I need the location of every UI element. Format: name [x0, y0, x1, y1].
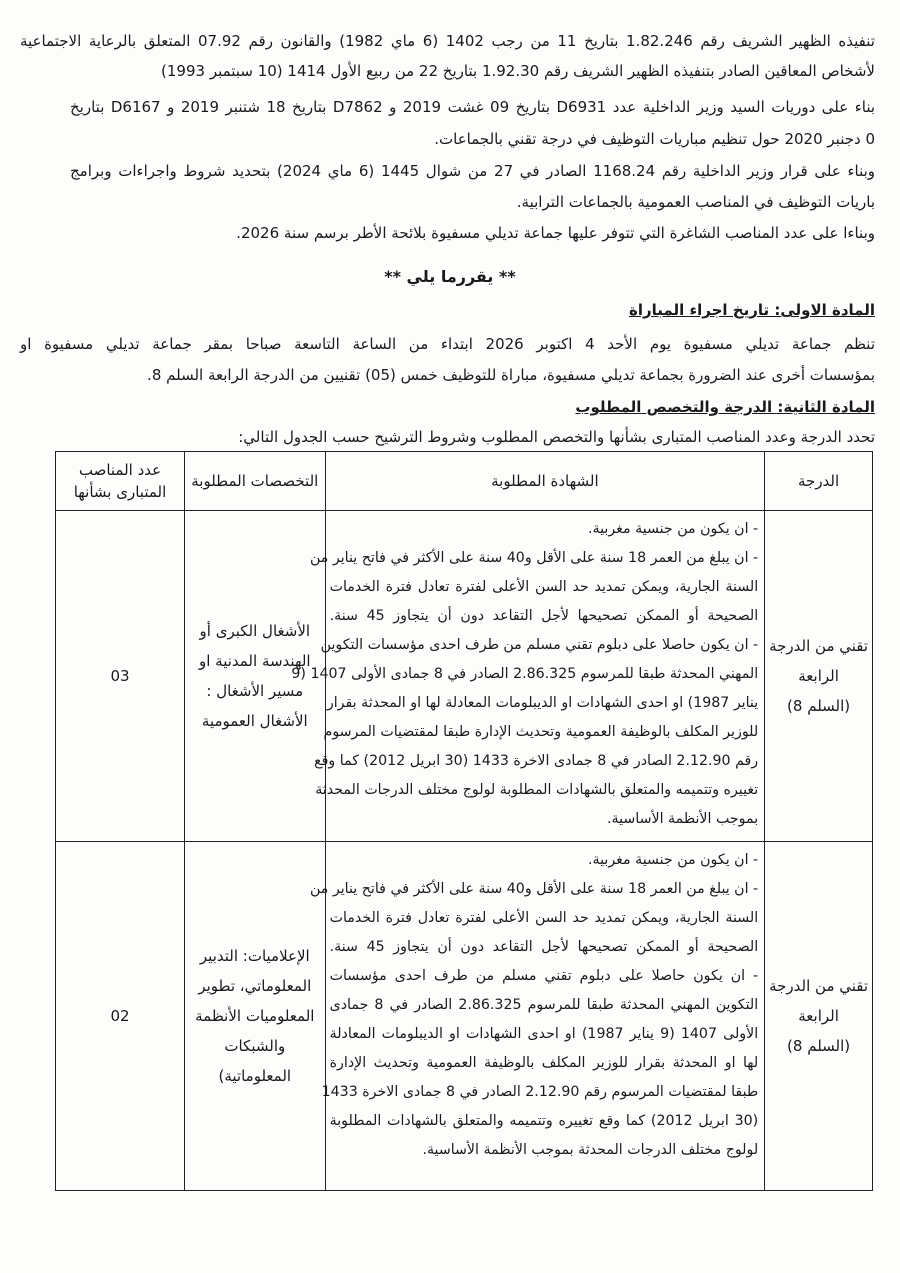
specialty-line: المعلوميات الأنظمة	[195, 1007, 315, 1025]
certificate-line: الصحيحة أو الممكن تصحيحها لأجل التقاعد دون أن يتجاوز 45 سنة.	[329, 939, 759, 955]
certificate-line: رقم 2.12.90 الصادر في 8 جمادى الاخرة 1433 (30 ابريل 2012) كما وقع	[314, 753, 759, 769]
certificate-line: - ان يكون حاصلا على دبلوم تقني مسلم من طرف احدى مؤسسات	[329, 968, 759, 984]
certificate-line: للوزير المكلف بالوظيفة العمومية وتحديث الإدارة طبقا لمقتضيات المرسوم	[323, 724, 759, 740]
preamble-line: لأشخاص المعاقين الصادر بتنفيذه الظهير الشريف رقم 1.92.30 بتاريخ 22 من ربيع الأول 1414 (10 سبتمبر 1993)	[161, 62, 875, 80]
certificate-line: يناير 1987) او احدى الشهادات او الديبلومات المعادلة لها او المحدثة بقرار	[326, 695, 759, 711]
grade-line: الرابعة	[798, 1007, 839, 1025]
certificate-line: السنة الجارية، ويمكن تمديد حد السن الأعلى لفترة تعادل فترة الخدمات	[329, 579, 759, 595]
grade-line: (السلم 8)	[787, 1037, 851, 1055]
certificate-line: التكوين المهني المحدثة طبقا للمرسوم 2.86.325 الصادر في 8 جمادى	[329, 997, 759, 1013]
grade-line: تقني من الدرجة	[769, 977, 869, 995]
header-grade: الدرجة	[765, 452, 873, 511]
certificate-line: - ان يبلغ من العمر 18 سنة على الأقل و40 سنة على الأكثر في فاتح يناير من	[310, 881, 759, 897]
grade-line: الرابعة	[798, 667, 839, 685]
row-count: 03	[56, 511, 185, 842]
header-certificate: الشهادة المطلوبة	[325, 452, 765, 511]
header-count-line: عدد المناصب	[78, 461, 162, 479]
certificate-line: لولوج مختلف الدرجات المحدثة بموجب الأنظمة الأساسية.	[422, 1142, 759, 1158]
specialty-line: الهندسة المدنية او	[198, 652, 311, 670]
specialty-line: والشبكات	[224, 1037, 286, 1055]
article1-line: تنظم جماعة تديلي مسفيوة يوم الأحد 4 اكتوبر 2026 ابتداء من الساعة التاسعة صباحا بمقر جماعة تديلي مسفيوة او	[20, 335, 875, 353]
row-certificate	[291, 511, 765, 842]
specialty-line: الإعلاميات: التدبير	[199, 947, 310, 965]
certificate-line: السنة الجارية، ويمكن تمديد حد السن الأعلى لفترة تعادل فترة الخدمات	[329, 910, 759, 926]
certificate-line: طبقا لمقتضيات المرسوم رقم 2.12.90 الصادر في 8 جمادى الاخرة 1433	[321, 1084, 759, 1100]
certificate-line: (30 ابريل 2012) كما وقع تغييره وتتميمه والمتعلق بالشهادات المطلوبة	[329, 1113, 759, 1129]
preamble-line: تنفيذه الظهير الشريف رقم 1.82.246 بتاريخ 11 من رجب 1402 (6 ماي 1982) والقانون رقم 07.92 المتعلق بالرعاية الاجتماعية	[20, 32, 875, 50]
certificate-line: - ان يبلغ من العمر 18 سنة على الأقل و40 سنة على الأكثر في فاتح يناير من	[310, 550, 759, 566]
row-certificate	[310, 842, 765, 1191]
certificate-line: - ان يكون حاصلا على دبلوم تقني مسلم من طرف احدى مؤسسات التكوين	[320, 637, 759, 653]
certificate-line: لها او المحدثة بقرار للوزير المكلف بالوظيفة العمومية وتحديث الإدارة	[329, 1055, 759, 1071]
specialty-line: المعلوماتي، تطوير	[198, 977, 312, 995]
specialty-line: مسير الأشغال :	[206, 682, 304, 700]
preamble-line: وبناء على قرار وزير الداخلية رقم 1168.24 الصادر في 27 من شوال 1445 (6 ماي 2024) بتحديد شروط واجراءات وبرامج	[70, 162, 876, 180]
grade-line: (السلم 8)	[787, 697, 851, 715]
certificate-line: بموجب الأنظمة الأساسية.	[607, 811, 759, 827]
row-grade	[765, 842, 873, 1191]
table-row	[56, 511, 873, 842]
preamble-line: 0 دجنبر 2020 حول تنظيم مباريات التوظيف في درجة تقني بالجماعات.	[434, 130, 875, 148]
certificate-line: تغييره وتتميمه والمتعلق بالشهادات المطلوبة لولوج مختلف الدرجات المحدثة	[315, 782, 759, 798]
row-specialty	[184, 842, 325, 1191]
row-grade	[765, 511, 873, 842]
article1-line: بمؤسسات أخرى عند الضرورة بجماعة تديلي مسفيوة، مباراة للتوظيف خمس (05) تقنيين من الدرجة الرابعة السلم 8.	[147, 366, 875, 384]
decision-heading: ** يقررما يلي **	[384, 267, 516, 286]
header-count	[56, 452, 185, 511]
certificate-line: - ان يكون من جنسية مغربية.	[587, 521, 759, 537]
article2-title: المادة الثانية: الدرجة والتخصص المطلوب	[575, 398, 875, 416]
certificate-line: المهني المحدثة طبقا للمرسوم 2.86.325 الصادر في 8 جمادى الأولى 1407 (9	[291, 666, 759, 682]
grade-line: تقني من الدرجة	[769, 637, 869, 655]
certificate-line: الصحيحة أو الممكن تصحيحها لأجل التقاعد دون أن يتجاوز 45 سنة.	[329, 608, 759, 624]
row-count: 02	[56, 842, 185, 1191]
positions-table	[55, 451, 873, 1191]
header-count-line: المتبارى بشأنها	[73, 483, 167, 501]
specialty-line: المعلوماتية)	[218, 1067, 292, 1085]
certificate-line: - ان يكون من جنسية مغربية.	[587, 852, 759, 868]
article2-intro: تحدد الدرجة وعدد المناصب المتبارى بشأنها والتخصص المطلوب وشروط الترشيح حسب الجدول التالي:	[238, 428, 875, 446]
certificate-line: الأولى 1407 (9 يناير 1987) او احدى الشهادات او الديبلومات المعادلة	[329, 1026, 759, 1042]
article1-title: المادة الاولى: تاريخ اجراء المباراة	[629, 301, 875, 319]
preamble-line: باريات التوظيف في المناصب العمومية بالجماعات الترابية.	[516, 193, 875, 211]
specialty-line: الأشغال الكبرى أو	[199, 622, 311, 640]
preamble-line: بناء على دوريات السيد وزير الداخلية عدد D6931 بتاريخ 09 غشت 2019 و D7862 بتاريخ 18 شتنبر 2019 و D6167 بتاريخ	[70, 98, 876, 116]
specialty-line: الأشغال العمومية	[201, 712, 308, 730]
table-row	[56, 842, 873, 1191]
table-header-row	[56, 452, 873, 511]
preamble-line: وبناءا على عدد المناصب الشاغرة التي تتوفر عليها جماعة تديلي مسفيوة بلائحة الأطر برسم سنة 2026.	[236, 224, 875, 242]
header-specialty: التخصصات المطلوبة	[184, 452, 325, 511]
